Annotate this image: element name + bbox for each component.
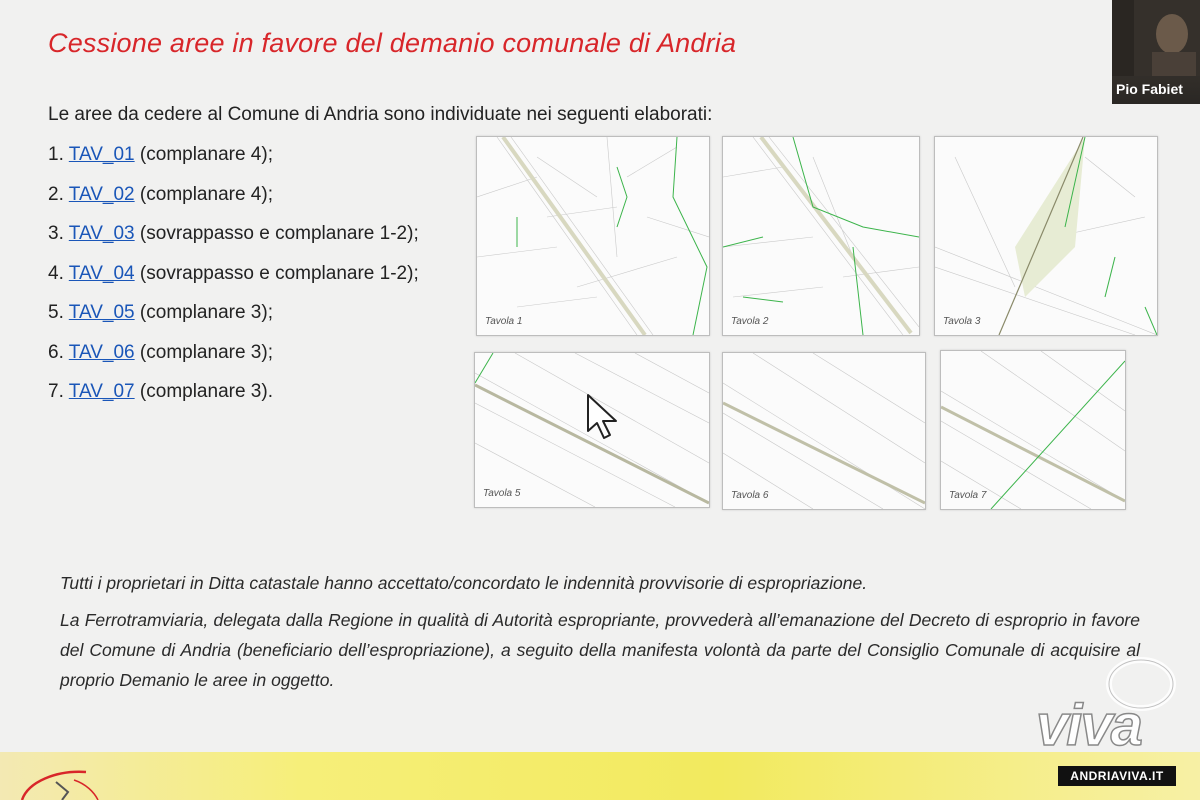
tav-link[interactable]: TAV_03 bbox=[68, 223, 135, 244]
item-desc: (complanare 3). bbox=[134, 381, 273, 402]
tav-link[interactable]: TAV_04 bbox=[68, 262, 135, 284]
map-caption: Tavola 3 bbox=[943, 316, 981, 327]
participant-name: Pio Fabiet bbox=[1116, 81, 1183, 97]
item-number: 5. bbox=[48, 302, 64, 323]
list-item bbox=[48, 184, 419, 224]
map-thumbnail-3 bbox=[934, 136, 1158, 336]
cadastral-map-1 bbox=[477, 137, 709, 335]
map-thumbnail-7 bbox=[940, 350, 1126, 510]
footer-band bbox=[0, 752, 1200, 800]
map-thumbnail-6 bbox=[722, 352, 926, 510]
item-number: 2. bbox=[48, 183, 64, 205]
viva-brand-text: viva bbox=[1036, 693, 1141, 758]
list-item bbox=[48, 342, 419, 382]
tav-link[interactable]: TAV_02 bbox=[68, 183, 135, 205]
item-desc: (complanare 3); bbox=[134, 302, 273, 323]
map-thumbnail-1 bbox=[476, 136, 710, 336]
item-number: 4. bbox=[48, 262, 64, 284]
list-item bbox=[48, 381, 419, 421]
list-item bbox=[48, 302, 419, 342]
footer-logo-icon bbox=[16, 762, 116, 800]
item-number: 1. bbox=[48, 144, 64, 165]
slide-notes bbox=[60, 568, 1140, 702]
cadastral-map-6 bbox=[723, 353, 925, 509]
map-thumbnail-2 bbox=[722, 136, 920, 336]
item-desc: (complanare 4); bbox=[134, 144, 273, 165]
note-ferrotramviaria: La Ferrotramviaria, delegata dalla Regione in qualità di Autorità espropriante, provvederà all’emanazione del Decreto di esproprio in favore del Comune di Andria (beneficiario dell’espropriazione), a seguito della manifesta volontà da parte del Consiglio Comunale di acquisire al proprio Demanio le aree in oggetto. bbox=[60, 610, 1140, 690]
item-desc: (complanare 3); bbox=[134, 341, 273, 363]
mouse-cursor-icon bbox=[586, 393, 622, 441]
cadastral-map-7 bbox=[941, 351, 1125, 509]
item-desc: (sovrappasso e complanare 1-2); bbox=[134, 223, 419, 244]
item-number: 6. bbox=[48, 341, 64, 363]
tav-link[interactable]: TAV_07 bbox=[68, 381, 135, 402]
list-item bbox=[48, 223, 419, 263]
participant-video-icon bbox=[1112, 0, 1200, 76]
item-desc: (sovrappasso e complanare 1-2); bbox=[134, 262, 419, 284]
slide-intro: Le aree da cedere al Comune di Andria sono individuate nei seguenti elaborati: bbox=[48, 104, 713, 125]
participant-video-tile[interactable] bbox=[1112, 0, 1200, 104]
map-caption: Tavola 6 bbox=[731, 490, 769, 501]
map-caption: Tavola 5 bbox=[483, 488, 521, 499]
tav-link[interactable]: TAV_05 bbox=[68, 302, 135, 323]
cadastral-map-2 bbox=[723, 137, 919, 335]
note-owners: Tutti i proprietari in Ditta catastale hanno accettato/concordato le indennità provvisorie di espropriazione. bbox=[60, 573, 868, 593]
cadastral-map-3 bbox=[935, 137, 1157, 335]
slide-title: Cessione aree in favore del demanio comunale di Andria bbox=[48, 28, 737, 58]
map-caption: Tavola 7 bbox=[949, 490, 987, 501]
tav-link[interactable]: TAV_01 bbox=[68, 144, 135, 165]
viva-watermark bbox=[1036, 652, 1186, 762]
map-caption: Tavola 2 bbox=[731, 316, 769, 327]
tav-link[interactable]: TAV_06 bbox=[68, 341, 135, 363]
map-caption: Tavola 1 bbox=[485, 316, 523, 327]
item-desc: (complanare 4); bbox=[134, 183, 273, 205]
list-item bbox=[48, 263, 419, 303]
item-number: 3. bbox=[48, 223, 64, 244]
tav-list bbox=[48, 144, 419, 421]
list-item bbox=[48, 144, 419, 184]
item-number: 7. bbox=[48, 381, 64, 402]
viva-url-badge: ANDRIAVIVA.IT bbox=[1058, 766, 1176, 786]
